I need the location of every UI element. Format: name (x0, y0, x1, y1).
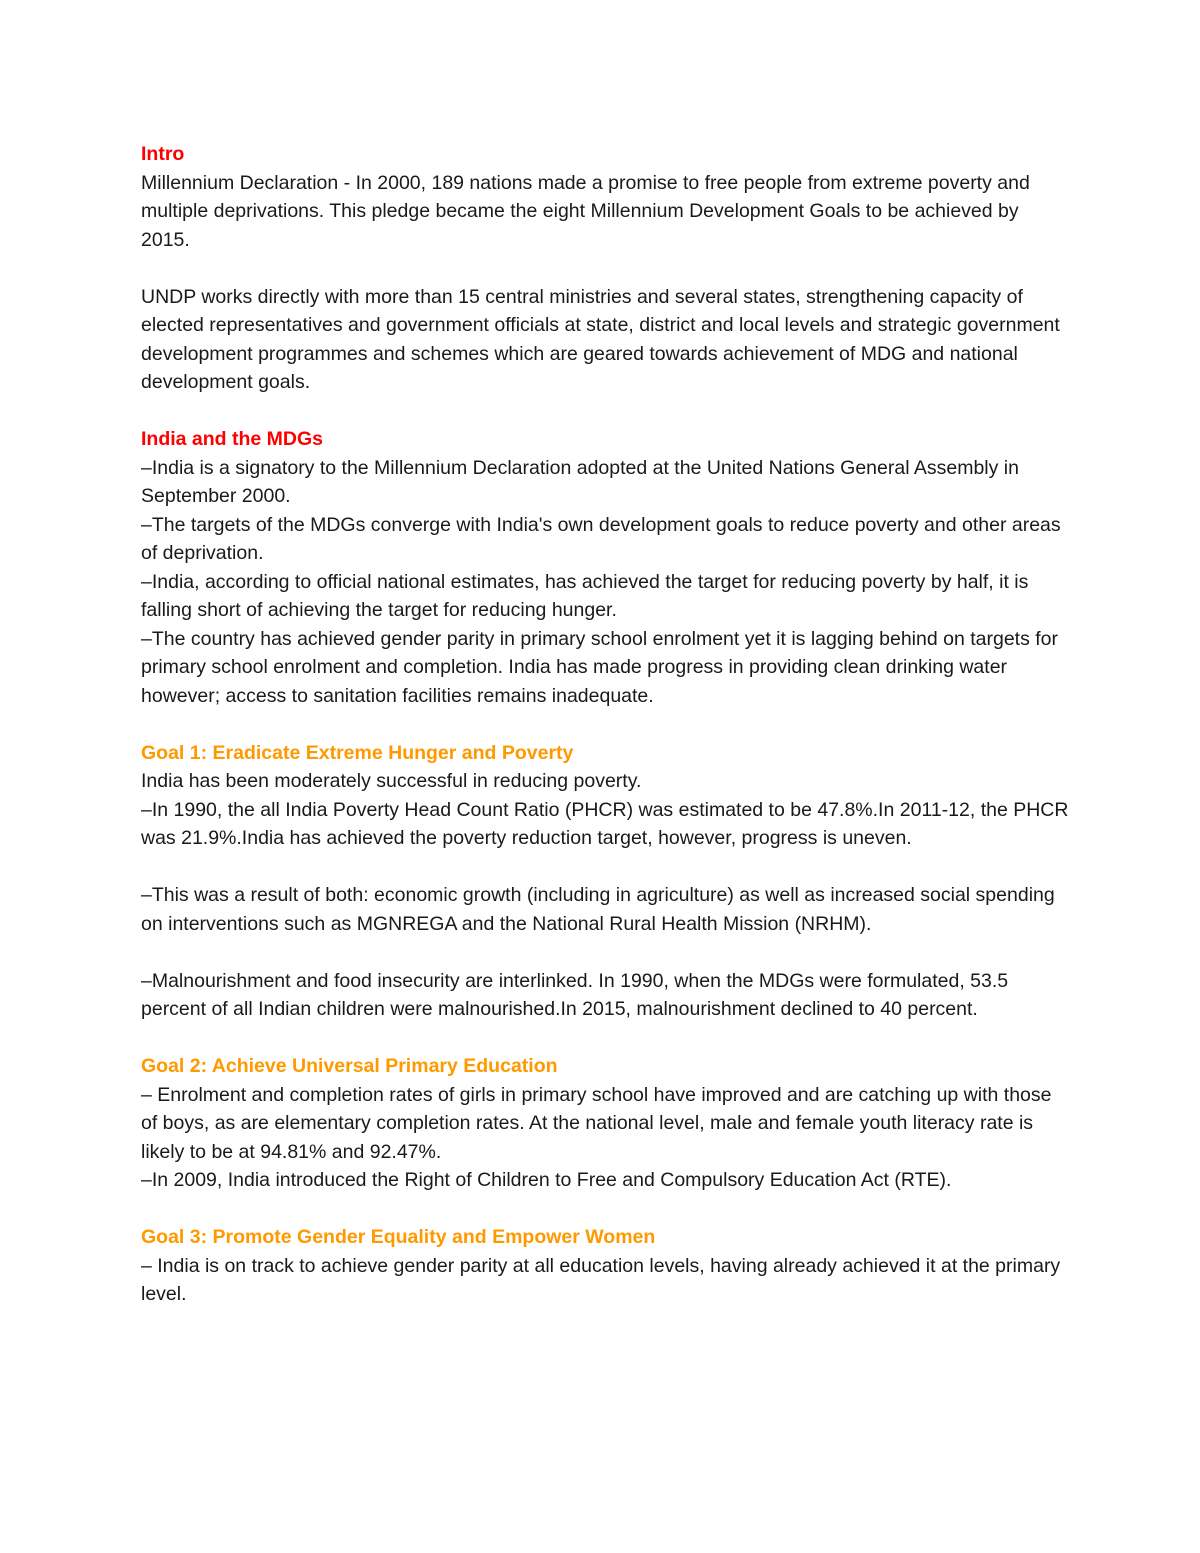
india-mdgs-paragraph-2: –The targets of the MDGs converge with India's own development goals to reduce poverty and other areas of deprivation. (141, 513, 1061, 564)
document-page (141, 140, 1071, 1337)
goal1-section (141, 739, 1071, 1024)
goal2-heading: Goal 2: Achieve Universal Primary Education (141, 1055, 558, 1077)
goal2-section (141, 1052, 1071, 1195)
goal3-paragraph-1: – India is on track to achieve gender parity at all education levels, having already achieved it at the primary level. (141, 1254, 1061, 1305)
intro-section (141, 140, 1071, 397)
goal1-paragraph-2: –In 1990, the all India Poverty Head Count Ratio (PHCR) was estimated to be 47.8%.In 2011-12, the PHCR was 21.9%.India has achieved the poverty reduction target, however, progress is uneven. (141, 798, 1069, 849)
paragraph-gap (141, 254, 1071, 283)
goal1-heading: Goal 1: Eradicate Extreme Hunger and Poverty (141, 741, 574, 764)
india-mdgs-heading: India and the MDGs (141, 428, 324, 450)
paragraph-gap (141, 853, 1071, 882)
paragraph-gap (141, 938, 1071, 967)
india-mdgs-paragraph-3: –India, according to official national estimates, has achieved the target for reducing poverty by half, it is falling short of achieving the target for reducing hunger. (141, 570, 1029, 621)
intro-heading: Intro (141, 143, 185, 165)
goal1-paragraph-3: –This was a result of both: economic growth (including in agriculture) as well as increased social spending on interventions such as MGNREGA and the National Rural Health Mission (NRHM). (141, 884, 1055, 935)
india-mdgs-paragraph-1: –India is a signatory to the Millennium Declaration adopted at the United Nations General Assembly in September 2000. (141, 456, 1019, 507)
india-mdgs-section (141, 425, 1071, 710)
goal1-paragraph-1: India has been moderately successful in reducing poverty. (141, 770, 642, 792)
india-mdgs-paragraph-4: –The country has achieved gender parity in primary school enrolment yet it is lagging behind on targets for primary school enrolment and completion. India has made progress in providing clean drinking water however; access to sanitation facilities remains inadequate. (141, 627, 1059, 707)
intro-paragraph-2: UNDP works directly with more than 15 central ministries and several states, strengthening capacity of elected representatives and government officials at state, district and local levels and strategic government development programmes and schemes which are geared towards achievement of MDG and national development goals. (141, 285, 1060, 393)
goal3-section (141, 1223, 1071, 1309)
goal1-paragraph-4: –Malnourishment and food insecurity are interlinked. In 1990, when the MDGs were formulated, 53.5 percent of all Indian children were malnourished.In 2015, malnourishment declined to 40 percent. (141, 969, 1009, 1020)
goal2-paragraph-1: – Enrolment and completion rates of girls in primary school have improved and are catching up with those of boys, as are elementary completion rates. At the national level, male and female youth literacy rate is likely to be at 94.81% and 92.47%. (141, 1083, 1052, 1163)
goal3-heading: Goal 3: Promote Gender Equality and Empower Women (141, 1226, 656, 1248)
intro-paragraph-1: Millennium Declaration - In 2000, 189 nations made a promise to free people from extreme poverty and multiple deprivations. This pledge became the eight Millennium Development Goals to be achieved by 2015. (141, 171, 1030, 251)
goal2-paragraph-2: –In 2009, India introduced the Right of Children to Free and Compulsory Education Act (RTE). (141, 1169, 952, 1191)
